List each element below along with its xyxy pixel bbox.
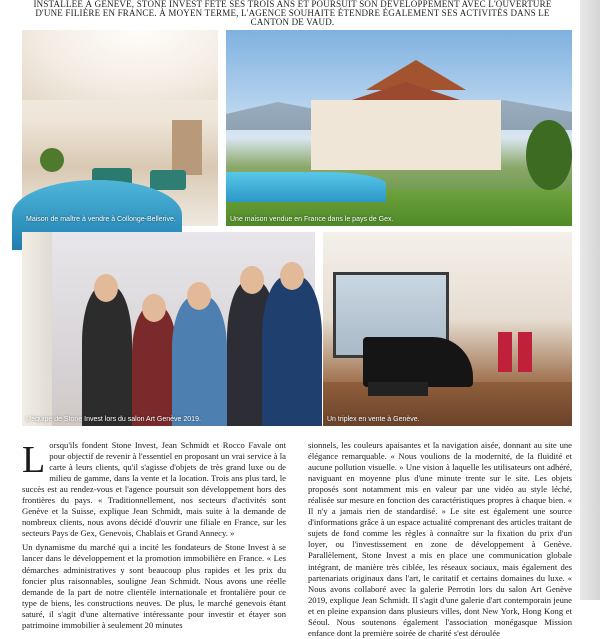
article-column-right xyxy=(308,440,572,638)
photo-caption: L'équipe de Stone Invest lors du salon Art Genève 2019. xyxy=(26,416,201,423)
intro-text: INSTALLÉE À GENÈVE, STONE INVEST FÊTE SES TROIS ANS ET POURSUIT SON DÉVELOPPEMENT AVEC L'OUVERTURE D'UNE FILIÈRE EN FRANCE. À MOYEN TERME, L'AGENCE SOUHAITE ÉTENDRE ÉGALEMENT SES ACTIVITÉS DANS LE CANTON DE VAUD. xyxy=(33,0,552,27)
article-paragraph: Lorsqu'ils fondent Stone Invest, Jean Schmidt et Rocco Favale ont pour objectif de revenir à l'essentiel en proposant un vrai service à la carte à leurs clients, qu'il s'agisse d'objets de très grand luxe ou de milieu de gamme, dans la vente et la location. Trois ans plus tard, le succès est au rendez-vous et l'agence poursuit son développement hors des frontières du pays. « Traditionnellement, nos secteurs d'activités sont Genève et la Suisse, explique Jean Schmidt, mais suite à la demande de nombreux clients, nous avons décidé d'ouvrir une filiale en France, sur les secteurs Pays de Gex, Genevois, Chablais et Grand Annecy. » xyxy=(22,439,286,539)
article-column-left xyxy=(22,439,286,630)
photo-collonge-bellerive-interior xyxy=(22,30,218,226)
photo-caption: Une maison vendue en France dans le pays de Gex. xyxy=(230,216,394,223)
photo-caption: Un triplex en vente à Genève. xyxy=(327,416,420,423)
photo-caption: Maison de maître à vendre à Collonge-Bellerive. xyxy=(26,216,176,223)
article-paragraph: Un dynamisme du marché qui a incité les fondateurs de Stone Invest à se lancer dans le développement et la promotion immobilière en France. « Les démarches administratives y sont beaucoup plus rapides et les prix du foncier plus raisonnables, souligne Jean Schmidt. Nous avons une réelle demande de la part de notre clientèle internationale et frontalière pour ce type de biens, les constructions neuves. De plus, le marché genevois étant saturé, il s'agit d'une alternative intéressante pour investir et étayer son patrimoine immobilier à seulement 20 minutes xyxy=(22,542,286,630)
drop-cap: L xyxy=(22,439,46,481)
photo-house-pays-de-gex xyxy=(226,30,572,226)
photo-team-art-geneve xyxy=(22,232,315,426)
photo-triplex-geneve xyxy=(323,232,572,426)
article-paragraph: sionnels, les couleurs apaisantes et la navigation aisée, donnant au site une élégance remarquable. « Nous voulions de la modernité, de la fluidité et aucune pollution visuelle. » Une vision à laquelle les utilisateurs ont adhéré, naviguant en moyenne plus d'une minute trente sur le site. Les objets proposés sont notamment mis en valeur par une vidéo au style léché, réalisée sur mesure en fonction des caractéristiques propres à chaque bien. « Il n'y a jamais rien de standardisé. » Le site est également une source d'informations grâce à un espace actualité comprenant des articles traitant de sujets de fond comme les règles à connaître sur la fixation du prix d'un loyer, ou l'investissement en zone de développement à Genève. Parallèlement, Stone Invest a mis en place une communication globale intégrant, de manière très ciblée, les réseaux sociaux, mais également des partenariats originaux dans l'art, le caritatif et certains domaines du luxe. « Nous avons collaboré avec la galerie Perrotin lors du salon Art Genève 2019, explique Jean Schmidt. Il s'agit d'une galerie d'art contemporain jeune et en pleine expansion dans plusieurs villes, dont New York, Hong Kong et Séoul. Nous soutenons également l'association monégasque Mission enfance dont la première soirée de charité s'est déroulée xyxy=(308,440,572,638)
article-body xyxy=(22,439,572,638)
page-edge xyxy=(580,0,600,600)
